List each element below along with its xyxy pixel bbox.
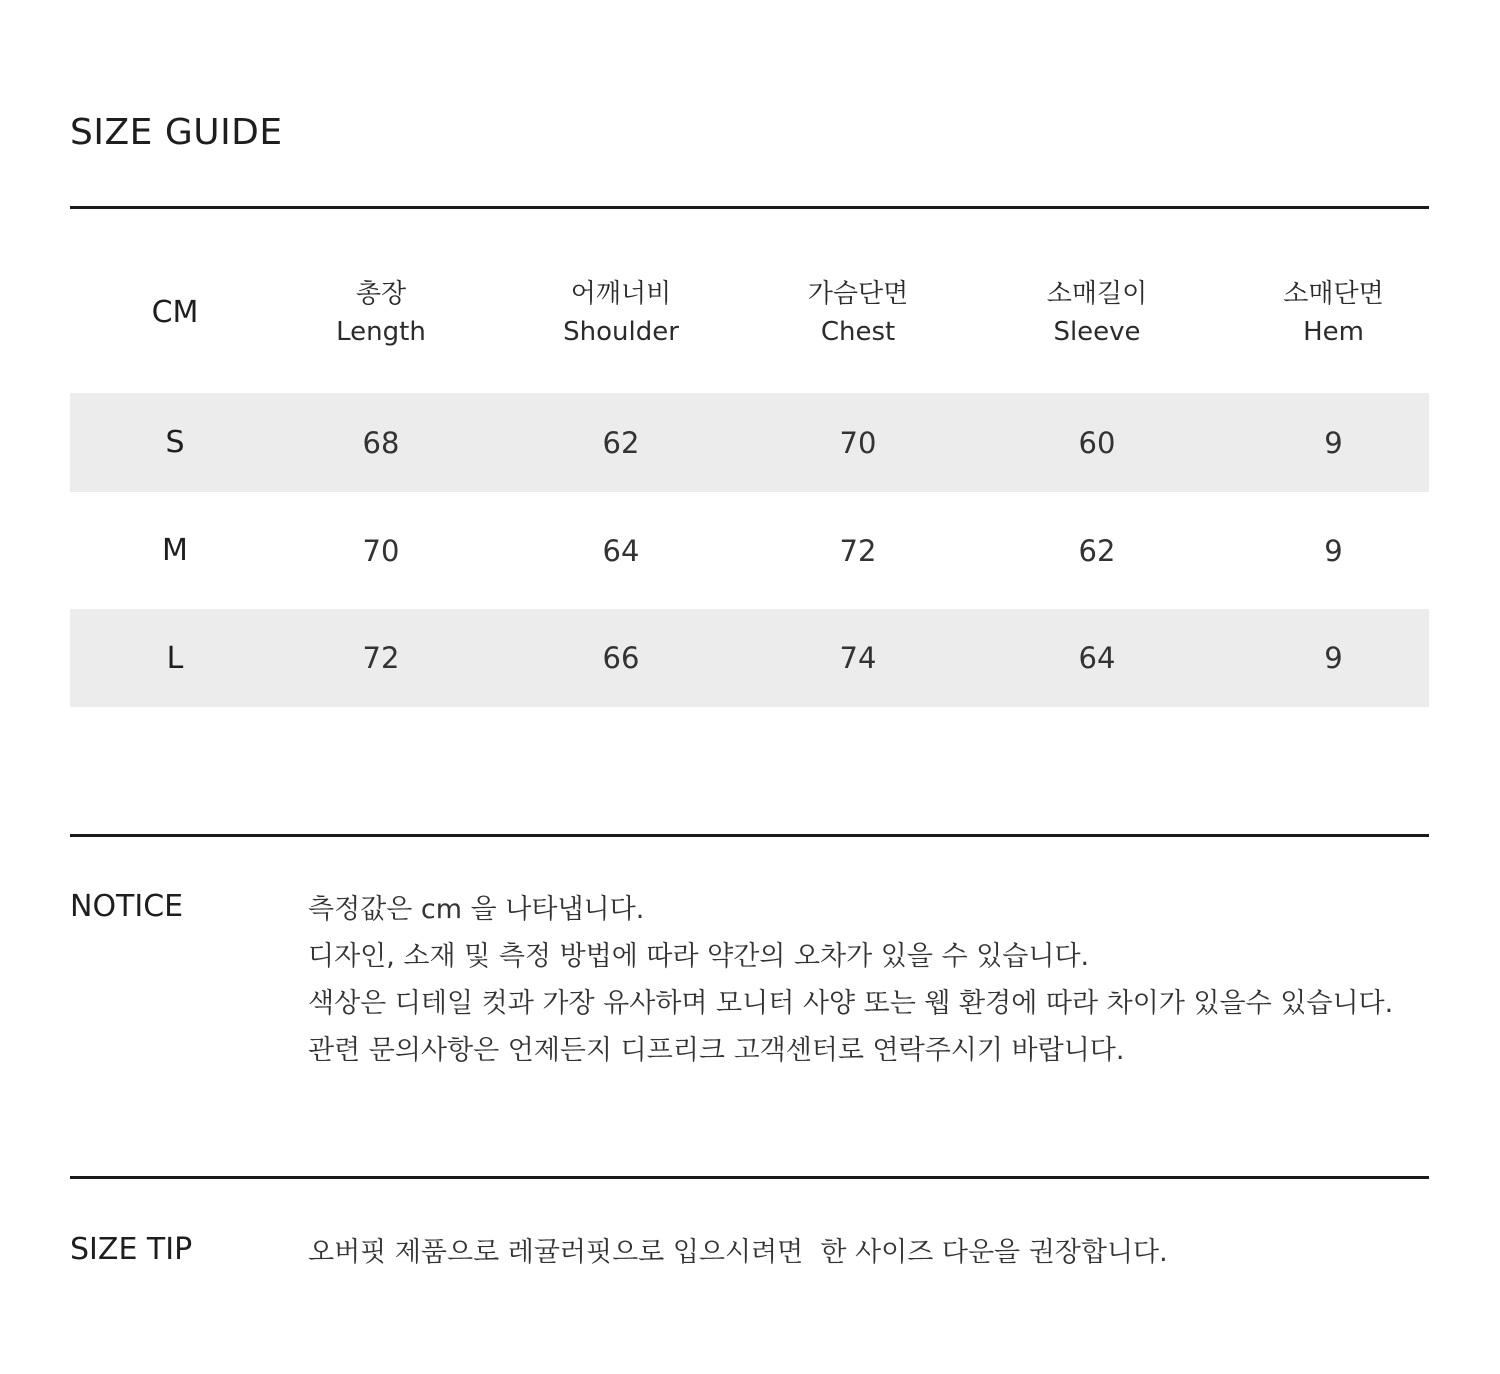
size-tip-text: 오버핏 제품으로 레귤러핏으로 입으시려면 한 사이즈 다운을 권장합니다. bbox=[308, 1237, 1168, 1268]
table-cell-sleeve: 64 bbox=[1078, 641, 1116, 675]
size-tip-divider bbox=[70, 1176, 1429, 1179]
table-cell-length: 68 bbox=[362, 425, 400, 460]
table-cell-hem: 9 bbox=[1324, 425, 1343, 460]
size-tip-label: SIZE TIP bbox=[70, 1232, 193, 1267]
column-header-en: Sleeve bbox=[1053, 317, 1141, 347]
size-table bbox=[70, 233, 1429, 707]
table-cell-hem: 9 bbox=[1324, 533, 1343, 568]
table-row-m bbox=[70, 492, 1429, 609]
table-cell-hem: 9 bbox=[1324, 641, 1343, 675]
notice-divider bbox=[70, 834, 1429, 837]
table-row-l bbox=[70, 609, 1429, 707]
column-header-hem bbox=[1238, 233, 1429, 393]
column-header-shoulder bbox=[482, 233, 760, 393]
table-cell-shoulder: 64 bbox=[602, 533, 640, 568]
column-header-sleeve bbox=[956, 233, 1238, 393]
unit-header: CM bbox=[151, 295, 199, 330]
column-header-length bbox=[280, 233, 482, 393]
column-header-ko: 소매단면 bbox=[1283, 279, 1384, 309]
top-divider bbox=[70, 206, 1429, 209]
column-header-en: Chest bbox=[820, 317, 896, 347]
column-header-ko: 가슴단면 bbox=[807, 279, 909, 309]
notice-line: 디자인, 소재 및 측정 방법에 따라 약간의 오차가 있을 수 있습니다. bbox=[308, 941, 1090, 972]
table-cell-sleeve: 60 bbox=[1078, 425, 1116, 460]
notice-line: 측정값은 cm 을 나타냅니다. bbox=[308, 894, 645, 925]
table-cell-shoulder: 66 bbox=[602, 641, 640, 675]
column-header-ko: 어깨너비 bbox=[570, 279, 672, 309]
notice-list bbox=[308, 886, 1448, 1074]
table-cell-length: 72 bbox=[362, 641, 400, 675]
table-cell-chest: 72 bbox=[839, 533, 877, 568]
size-label: S bbox=[165, 425, 185, 460]
notice-line: 색상은 디테일 컷과 가장 유사하며 모니터 사양 또는 웹 환경에 따라 차이가 있을수 있습니다. bbox=[308, 988, 1394, 1019]
column-header-ko: 소매길이 bbox=[1046, 279, 1148, 309]
table-cell-sleeve: 62 bbox=[1078, 533, 1116, 568]
table-cell-length: 70 bbox=[362, 533, 400, 568]
table-header-row bbox=[70, 233, 1429, 393]
page-title: SIZE GUIDE bbox=[70, 112, 283, 153]
size-label: L bbox=[166, 640, 184, 676]
table-cell-shoulder: 62 bbox=[602, 425, 640, 460]
notice-label: NOTICE bbox=[70, 889, 184, 924]
notice-line: 관련 문의사항은 언제든지 디프리크 고객센터로 연락주시기 바랍니다. bbox=[308, 1035, 1125, 1066]
column-header-chest bbox=[760, 233, 956, 393]
column-header-en: Shoulder bbox=[563, 317, 679, 347]
table-cell-chest: 70 bbox=[839, 425, 877, 460]
column-header-en: Length bbox=[336, 317, 426, 347]
table-cell-chest: 74 bbox=[839, 641, 877, 675]
table-row-s bbox=[70, 393, 1429, 492]
size-label: M bbox=[162, 533, 188, 568]
column-header-ko: 총장 bbox=[355, 279, 407, 309]
column-header-en: Hem bbox=[1303, 317, 1364, 347]
